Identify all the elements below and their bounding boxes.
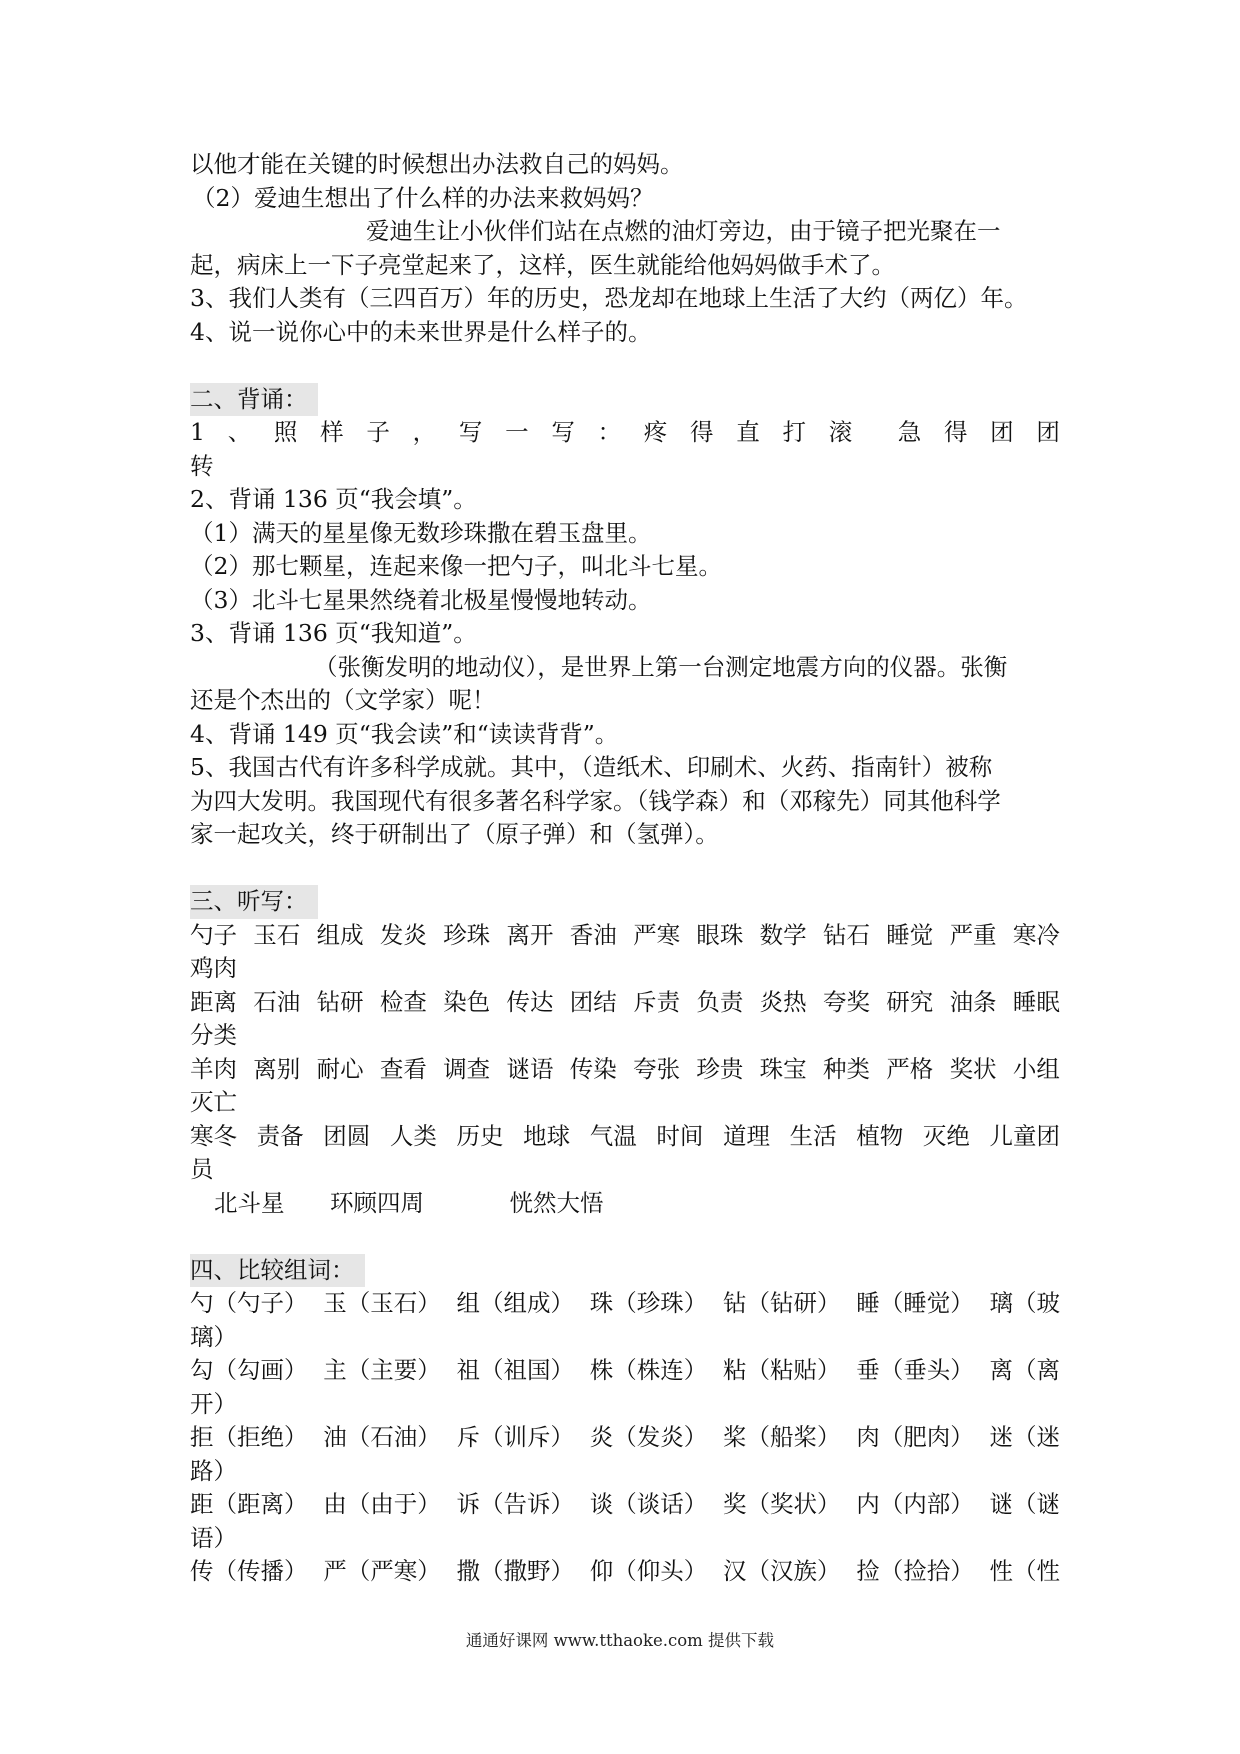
compare-item: 粘（粘贴） bbox=[723, 1356, 841, 1384]
dictation-word: 玉石 bbox=[253, 920, 301, 949]
compare-item: 玉（玉石） bbox=[323, 1289, 441, 1317]
dictation-word: 夸张 bbox=[633, 1054, 681, 1083]
dictation-row bbox=[190, 1053, 1060, 1087]
dictation-word: 生活 bbox=[789, 1121, 837, 1150]
recite-q1-char: 样 bbox=[320, 418, 344, 446]
question-2: （2）爱迪生想出了什么样的办法来救妈妈？ bbox=[192, 183, 654, 212]
recite-q1-char: 、 bbox=[227, 418, 252, 446]
dictation-word-wrap: 员 bbox=[190, 1155, 214, 1183]
compare-item-wrap: 语） bbox=[190, 1523, 237, 1552]
dictation-word-wrap: 鸡肉 bbox=[190, 954, 237, 982]
compare-item: 谈（谈话） bbox=[589, 1490, 708, 1518]
compare-row bbox=[190, 1421, 1060, 1455]
recite-q1-char: 子 bbox=[366, 418, 390, 446]
dictation-word: 严重 bbox=[949, 920, 997, 949]
section-3-heading-row bbox=[190, 885, 1060, 919]
dictation-word: 睡觉 bbox=[886, 920, 934, 949]
dictation-word: 严寒 bbox=[633, 920, 681, 949]
recite-q2: 2、背诵 136 页“我会填”。 bbox=[190, 485, 477, 513]
recite-q1-char: 写 bbox=[551, 418, 575, 446]
dictation-word: 奖状 bbox=[949, 1054, 997, 1083]
compare-item: 仰（仰头） bbox=[589, 1557, 708, 1585]
dictation-word: 珍珠 bbox=[443, 920, 491, 949]
idiom: 北斗星 bbox=[214, 1188, 285, 1217]
dictation-word: 人类 bbox=[389, 1121, 437, 1150]
dictation-word: 时间 bbox=[656, 1121, 704, 1150]
compare-item: 祖（祖国） bbox=[456, 1356, 574, 1384]
compare-item: 汉（汉族） bbox=[723, 1557, 841, 1585]
dictation-word: 负责 bbox=[696, 987, 744, 1016]
dictation-row bbox=[190, 919, 1060, 953]
compare-item: 桨（船桨） bbox=[723, 1423, 841, 1451]
spacer bbox=[190, 852, 1060, 886]
compare-item: 迷（迷 bbox=[989, 1423, 1060, 1451]
paragraph-line: 以他才能在关键的时候想出办法救自己的妈妈。 bbox=[190, 150, 684, 178]
dictation-word: 查看 bbox=[379, 1054, 427, 1083]
dictation-word-wrap: 灭亡 bbox=[190, 1088, 237, 1116]
answer-2-line-2: 起，病床上一下子亮堂起来了，这样，医生就能给他妈妈做手术了。 bbox=[190, 250, 895, 279]
dictation-word: 种类 bbox=[822, 1054, 870, 1083]
section-heading: 二、背诵： bbox=[190, 383, 318, 417]
recite-q5-line-1: 5、我国古代有许多科学成就。其中，（造纸术、印刷术、火药、指南针）被称 bbox=[190, 753, 993, 781]
question-4: 4、说一说你心中的未来世界是什么样子的。 bbox=[190, 317, 652, 346]
dictation-word: 儿童团 bbox=[989, 1121, 1060, 1150]
compare-item-wrap: 路） bbox=[190, 1456, 237, 1485]
recite-q2-item-3: （3）北斗七星果然绕着北极星慢慢地转动。 bbox=[190, 585, 652, 614]
recite-q4: 4、背诵 149 页“我会读”和“读读背背”。 bbox=[190, 719, 619, 748]
compare-item: 距（距离） bbox=[190, 1490, 308, 1518]
compare-item: 油（石油） bbox=[323, 1423, 441, 1451]
compare-row bbox=[190, 1354, 1060, 1388]
recite-q1-char: 疼 bbox=[643, 418, 668, 446]
compare-item: 炎（发炎） bbox=[589, 1423, 708, 1451]
dictation-row bbox=[190, 986, 1060, 1020]
answer-2-line-1: 爱迪生让小伙伴们站在点燃的油灯旁边，由于镜子把光聚在一 bbox=[366, 217, 1001, 245]
dictation-word: 小组 bbox=[1012, 1054, 1060, 1083]
recite-q1-char: ， bbox=[412, 418, 437, 446]
compare-item: 肉（肥肉） bbox=[856, 1423, 974, 1451]
dictation-word: 发炎 bbox=[379, 920, 427, 949]
recite-q1-char: 滚 bbox=[828, 418, 853, 446]
document-content bbox=[190, 148, 1060, 1589]
recite-q1-char: 写 bbox=[458, 418, 483, 446]
recite-q1-char: ： bbox=[597, 418, 622, 446]
recite-q2-item-2: （2）那七颗星，连起来像一把勺子，叫北斗七星。 bbox=[190, 552, 722, 580]
dictation-word: 钻研 bbox=[316, 987, 364, 1016]
compare-item: 拒（拒绝） bbox=[190, 1423, 308, 1451]
dictation-word: 油条 bbox=[949, 987, 997, 1016]
recite-q1-char: 急 bbox=[897, 418, 922, 446]
section-4-heading-row bbox=[190, 1254, 1060, 1288]
dictation-word: 气温 bbox=[589, 1121, 637, 1150]
dictation-word: 植物 bbox=[856, 1121, 904, 1150]
dictation-word: 钻石 bbox=[822, 920, 870, 949]
compare-item: 璃（玻 bbox=[989, 1289, 1060, 1317]
dictation-word: 羊肉 bbox=[190, 1054, 237, 1083]
recite-q1-char: 团 bbox=[1036, 418, 1060, 446]
section-heading: 三、听写： bbox=[190, 885, 318, 919]
compare-item: 垂（垂头） bbox=[856, 1356, 974, 1384]
dictation-word: 灭绝 bbox=[922, 1121, 970, 1150]
compare-item: 撒（撒野） bbox=[456, 1557, 574, 1585]
dictation-row bbox=[190, 1120, 1060, 1154]
compare-item: 珠（珍珠） bbox=[589, 1289, 708, 1317]
idiom-row bbox=[190, 1187, 1060, 1221]
recite-q1-char: 得 bbox=[690, 418, 714, 446]
recite-q3-answer-2: 还是个杰出的（文学家）呢！ bbox=[190, 686, 496, 714]
compare-item: 谜（谜 bbox=[989, 1490, 1060, 1518]
dictation-word: 数学 bbox=[759, 920, 807, 949]
recite-q1-char: 照 bbox=[273, 418, 298, 446]
compare-item: 性（性 bbox=[989, 1557, 1060, 1585]
dictation-word: 道理 bbox=[723, 1121, 770, 1150]
compare-item: 由（由于） bbox=[323, 1490, 441, 1518]
dictation-word: 团圆 bbox=[323, 1121, 371, 1150]
recite-q1-tail: 转 bbox=[190, 451, 214, 480]
dictation-word: 离别 bbox=[253, 1054, 301, 1083]
compare-list bbox=[190, 1287, 1060, 1589]
idiom: 恍然大悟 bbox=[509, 1188, 604, 1217]
idiom: 环顾四周 bbox=[329, 1188, 424, 1217]
recite-q2-item-1: （1）满天的星星像无数珍珠撒在碧玉盘里。 bbox=[190, 518, 652, 547]
dictation-word: 寒冷 bbox=[1012, 920, 1060, 949]
recite-q1-char: 得 bbox=[943, 418, 968, 446]
dictation-word: 炎热 bbox=[759, 987, 807, 1016]
dictation-word: 斥责 bbox=[633, 987, 681, 1016]
dictation-word: 团结 bbox=[569, 987, 617, 1016]
dictation-word: 耐心 bbox=[316, 1054, 364, 1083]
footer-credit: 通通好课网 www.tthaoke.com 提供下载 bbox=[465, 1631, 775, 1650]
dictation-word-wrap: 分类 bbox=[190, 1021, 237, 1049]
compare-item: 斥（训斥） bbox=[456, 1423, 574, 1451]
compare-row bbox=[190, 1287, 1060, 1321]
dictation-word: 传达 bbox=[506, 987, 554, 1016]
dictation-list bbox=[190, 919, 1060, 1187]
dictation-word: 眼珠 bbox=[696, 920, 744, 949]
dictation-word: 珍贵 bbox=[696, 1054, 744, 1083]
dictation-word: 严格 bbox=[886, 1054, 934, 1083]
section-heading: 四、比较组词： bbox=[190, 1254, 365, 1288]
recite-q3-answer-1: （张衡发明的地动仪），是世界上第一台测定地震方向的仪器。张衡 bbox=[314, 652, 1008, 681]
recite-q1 bbox=[190, 416, 1060, 450]
dictation-word: 研究 bbox=[886, 987, 934, 1016]
dictation-word: 传染 bbox=[569, 1054, 617, 1083]
question-3: 3、我们人类有（三四百万）年的历史，恐龙却在地球上生活了大约（两亿）年。 bbox=[190, 284, 1028, 312]
compare-item: 组（组成） bbox=[456, 1289, 574, 1317]
dictation-word: 检查 bbox=[379, 987, 427, 1016]
dictation-word: 石油 bbox=[253, 987, 301, 1016]
dictation-word: 调查 bbox=[443, 1054, 491, 1083]
compare-item-wrap: 开） bbox=[190, 1389, 237, 1418]
compare-item: 奖（奖状） bbox=[723, 1490, 841, 1518]
dictation-word: 距离 bbox=[190, 987, 237, 1016]
section-2-heading-row bbox=[190, 383, 1060, 417]
recite-q5-line-3: 家一起攻关，终于研制出了（原子弹）和（氢弹）。 bbox=[190, 820, 719, 848]
recite-q1-char: 一 bbox=[505, 418, 529, 446]
recite-q1-char: 打 bbox=[782, 418, 806, 446]
dictation-word: 睡眠 bbox=[1012, 987, 1060, 1016]
dictation-word: 地球 bbox=[523, 1121, 571, 1150]
dictation-word: 离开 bbox=[506, 920, 554, 949]
dictation-word: 夸奖 bbox=[822, 987, 870, 1016]
dictation-word: 染色 bbox=[443, 987, 491, 1016]
compare-item: 钻（钻研） bbox=[723, 1289, 841, 1317]
compare-item: 内（内部） bbox=[856, 1490, 974, 1518]
compare-item: 诉（告诉） bbox=[456, 1490, 574, 1518]
dictation-word: 组成 bbox=[316, 920, 364, 949]
compare-item: 主（主要） bbox=[323, 1356, 441, 1384]
spacer bbox=[190, 1220, 1060, 1254]
compare-item: 离（离 bbox=[989, 1356, 1060, 1384]
dictation-word: 香油 bbox=[569, 920, 617, 949]
compare-item: 勾（勾画） bbox=[190, 1356, 308, 1384]
recite-q3: 3、背诵 136 页“我知道”。 bbox=[190, 619, 477, 647]
spacer bbox=[190, 349, 1060, 383]
recite-q1-char: 直 bbox=[736, 418, 760, 446]
compare-item: 捡（捡拾） bbox=[856, 1557, 974, 1585]
compare-item: 传（传播） bbox=[190, 1557, 308, 1585]
recite-q1-char: 团 bbox=[990, 418, 1014, 446]
compare-row bbox=[190, 1555, 1060, 1589]
compare-item-wrap: 璃） bbox=[190, 1322, 237, 1351]
dictation-word: 珠宝 bbox=[759, 1054, 807, 1083]
recite-q1-char: 1 bbox=[190, 418, 205, 446]
dictation-word: 责备 bbox=[256, 1121, 304, 1150]
compare-item: 睡（睡觉） bbox=[856, 1289, 974, 1317]
compare-row bbox=[190, 1488, 1060, 1522]
dictation-word: 勺子 bbox=[190, 920, 237, 949]
dictation-word: 谜语 bbox=[506, 1054, 554, 1083]
compare-item: 株（株连） bbox=[589, 1356, 708, 1384]
dictation-word: 寒冬 bbox=[190, 1121, 237, 1150]
compare-item: 勺（勺子） bbox=[190, 1289, 308, 1317]
compare-item: 严（严寒） bbox=[323, 1557, 441, 1585]
recite-q5-line-2: 为四大发明。我国现代有很多著名科学家。（钱学森）和（邓稼先）同其他科学 bbox=[190, 786, 1001, 815]
dictation-word: 历史 bbox=[456, 1121, 504, 1150]
